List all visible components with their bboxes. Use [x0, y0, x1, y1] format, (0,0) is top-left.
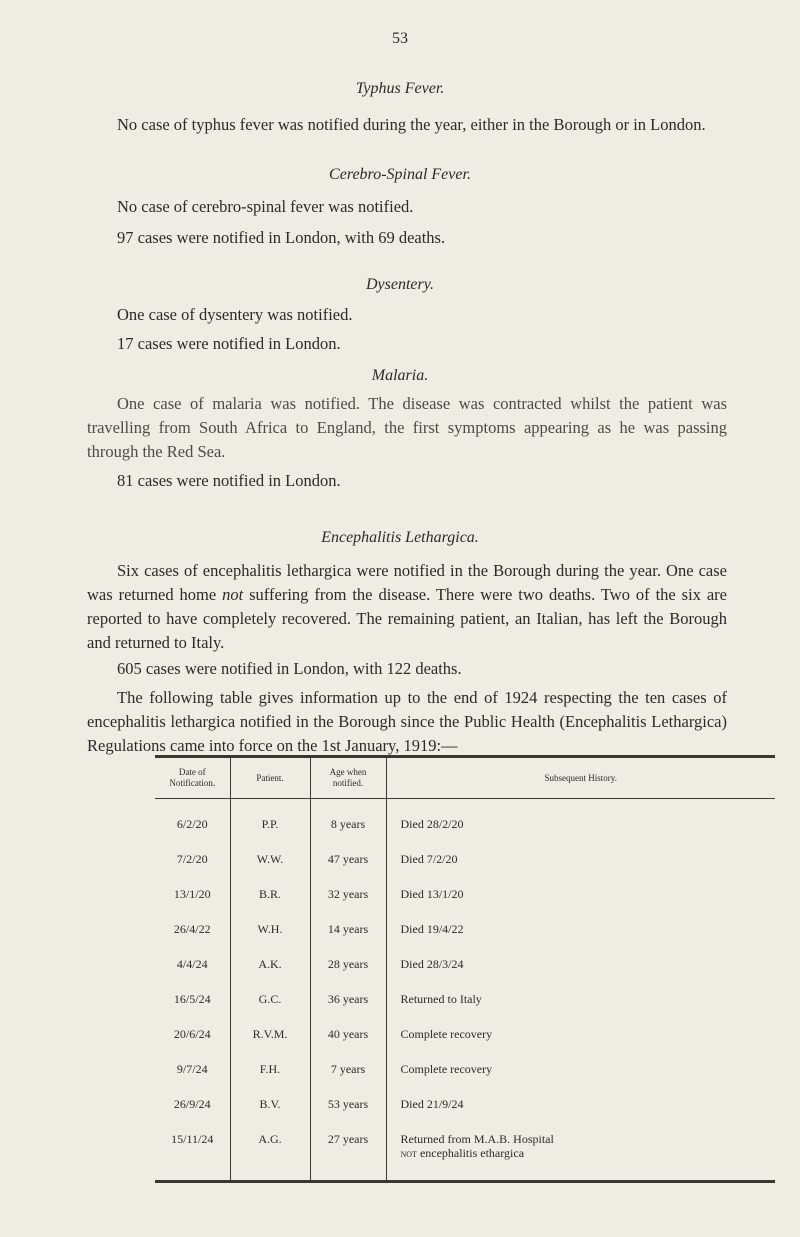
age-cell: 47 years [310, 842, 386, 877]
table-row [155, 947, 775, 982]
patient-cell: A.G. [230, 1122, 310, 1182]
malaria-paragraph-1: One case of malaria was notified. The disease was contracted whilst the patient was travelling from South Africa to England, the first symptoms appearing as he was passing through the Red Sea. [87, 394, 727, 461]
page-number: 53 [392, 30, 408, 47]
date-cell: 26/9/24 [173, 1097, 211, 1111]
date-cell: 6/2/20 [176, 817, 208, 831]
history-cell: Died 7/2/20 [386, 842, 775, 877]
age-cell: 36 years [310, 982, 386, 1017]
header-history: Subsequent History. [386, 757, 775, 799]
encephalitis-paragraph-3: The following table gives information up to the end of 1924 respecting the ten cases of encephalitis lethargica notified in the Borough since the Public Health (Encephalitis Lethargica) Regulations came into force on the 1st January, 1919:— [87, 688, 727, 755]
age-cell: 8 years [310, 799, 386, 843]
dysentery-paragraph-1: One case of dysentery was notified. [117, 305, 353, 324]
header-age: Age when notified. [310, 757, 386, 799]
encephalitis-p1-text-a: Six cases of encephalitis lethargica were notified in the Borough during the year. One case was returned home [87, 561, 727, 604]
cerebro-paragraph-2: 97 cases were notified in London, with 69 deaths. [117, 228, 446, 247]
encephalitis-p1-text-b: suffering from the disease. There were two deaths. Two of the six are reported to have completely recovered. The remaining patient, an Italian, has left the Borough and returned to Italy. [87, 585, 727, 652]
age-cell: 27 years [310, 1122, 386, 1182]
history-cell: Complete recovery [386, 1052, 775, 1087]
table-row [155, 877, 775, 912]
date-cell: 20/6/24 [173, 1027, 211, 1041]
table-row [155, 799, 775, 843]
cerebro-heading: Cerebro-Spinal Fever. [329, 166, 471, 183]
patient-cell: A.K. [230, 947, 310, 982]
table-row [155, 912, 775, 947]
patient-cell: F.H. [230, 1052, 310, 1087]
patient-cell: B.R. [230, 877, 310, 912]
date-cell: 9/7/24 [176, 1062, 208, 1076]
patient-cell: B.V. [230, 1087, 310, 1122]
encephalitis-heading: Encephalitis Lethargica. [321, 529, 479, 546]
age-cell: 32 years [310, 877, 386, 912]
table-row [155, 1017, 775, 1052]
date-cell: 4/4/24 [176, 957, 208, 971]
typhus-heading: Typhus Fever. [355, 80, 445, 97]
age-cell: 53 years [310, 1087, 386, 1122]
history-cell [386, 1122, 775, 1182]
history-cell: Returned to Italy [386, 982, 775, 1017]
date-cell: 15/11/24 [155, 1122, 230, 1182]
history-cell: Died 19/4/22 [386, 912, 775, 947]
history-cell: Died 13/1/20 [386, 877, 775, 912]
date-cell: 26/4/22 [173, 922, 211, 936]
table-row [155, 1052, 775, 1087]
date-cell: 13/1/20 [173, 887, 211, 901]
history-line-1: Returned from M.A.B. Hospital [400, 1132, 554, 1146]
patient-cell: G.C. [230, 982, 310, 1017]
header-date: Date of Notification. [155, 757, 230, 799]
patient-cell: R.V.M. [230, 1017, 310, 1052]
age-cell: 14 years [310, 912, 386, 947]
patient-cell: W.W. [230, 842, 310, 877]
dysentery-heading: Dysentery. [366, 276, 434, 293]
date-cell: 16/5/24 [173, 992, 211, 1006]
patient-cell: W.H. [230, 912, 310, 947]
age-cell: 28 years [310, 947, 386, 982]
patient-cell: P.P. [230, 799, 310, 843]
table-row [155, 1087, 775, 1122]
header-patient: Patient. [230, 757, 310, 799]
encephalitis-paragraph-2: 605 cases were notified in London, with 122 deaths. [117, 659, 462, 678]
history-line-2: encephalitis ethargica [419, 1146, 525, 1160]
history-not: not [400, 1148, 417, 1160]
history-cell: Complete recovery [386, 1017, 775, 1052]
date-cell: 7/2/20 [176, 852, 208, 866]
history-cell: Died 21/9/24 [386, 1087, 775, 1122]
table-row [155, 982, 775, 1017]
table-row [155, 842, 775, 877]
history-cell: Died 28/2/20 [386, 799, 775, 843]
cerebro-paragraph-1: No case of cerebro-spinal fever was notified. [117, 197, 414, 216]
table-row [155, 1122, 775, 1182]
typhus-paragraph: No case of typhus fever was notified during the year, either in the Borough or in London. [117, 115, 706, 134]
table-header-row [155, 757, 775, 799]
encephalitis-cases-table [155, 755, 775, 1183]
malaria-heading: Malaria. [371, 367, 429, 384]
malaria-paragraph-2: 81 cases were notified in London. [117, 471, 341, 490]
dysentery-paragraph-2: 17 cases were notified in London. [117, 334, 341, 353]
age-cell: 7 years [310, 1052, 386, 1087]
age-cell: 40 years [310, 1017, 386, 1052]
history-cell: Died 28/3/24 [386, 947, 775, 982]
encephalitis-paragraph-1 [87, 559, 727, 655]
encephalitis-p1-italic: not [222, 585, 244, 604]
